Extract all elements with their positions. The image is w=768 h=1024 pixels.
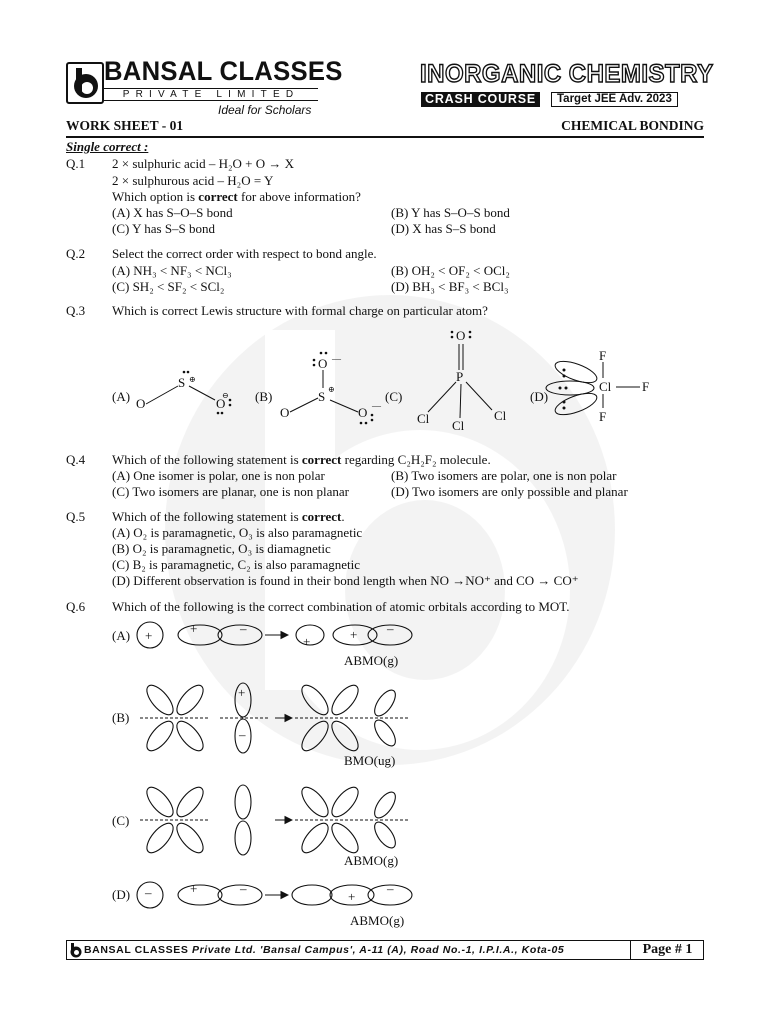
brand-subtitle: PRIVATE LIMITED: [104, 88, 318, 101]
q1-option-d: (D) X has S–S bond: [391, 221, 496, 236]
topic-label: CHEMICAL BONDING: [561, 118, 704, 133]
page-number: Page # 1: [630, 940, 704, 960]
q6-prompt: Which of the following is the correct combination of atomic orbitals according to MOT.: [112, 599, 570, 614]
q5-number: Q.5: [66, 509, 86, 524]
q6-caption-a: ABMO(g): [344, 653, 399, 668]
q3-option-a-label: (A): [112, 389, 131, 404]
q6-caption-c: ABMO(g): [344, 853, 399, 868]
q3-a-sulfur: S: [178, 375, 186, 390]
q3-prompt: Which is correct Lewis structure with formal charge on particular atom?: [112, 303, 488, 318]
q3-b-oxygen-left: O: [280, 405, 290, 420]
q6-caption-d: ABMO(g): [350, 913, 405, 928]
q3-a-oxygen-right: O: [216, 396, 226, 411]
svg-text:⊕: ⊕: [189, 375, 196, 384]
q1-option-b: (B) Y has S–O–S bond: [391, 205, 510, 220]
course-badge: CRASH COURSE: [421, 92, 540, 107]
q3-b-oxygen-right: O: [358, 405, 368, 420]
q6-orbital-diagrams: [100, 615, 430, 935]
q1-option-c: (C) Y has S–S bond: [112, 221, 216, 236]
q5-prompt: Which of the following statement is correct.: [112, 509, 345, 524]
q4-option-d: (D) Two isomers are only possible and planar: [391, 484, 628, 499]
svg-text:–: –: [387, 881, 394, 896]
footer-logo: [68, 942, 82, 958]
q3-c-chlorine-left: Cl: [417, 411, 430, 426]
subject-title: INORGANIC CHEMISTRY: [420, 60, 714, 88]
q1-line2: 2 × sulphurous acid – H₂O = Y: [112, 173, 274, 188]
svg-text:⊕: ⊕: [328, 385, 335, 394]
svg-text:–: –: [240, 621, 247, 636]
svg-text:+: +: [190, 621, 198, 636]
svg-text:⊖: ⊖: [222, 391, 229, 400]
q5-option-b: (B) O₂ is paramagnetic, O₃ is diamagnetic: [112, 541, 331, 556]
svg-text:–: –: [239, 727, 246, 742]
q2-number: Q.2: [66, 246, 86, 261]
q5-option-d: (D) Different observation is found in their bond length when NO →NO⁺ and CO → CO⁺: [112, 573, 579, 588]
q2-option-d: (D) BH₃ < BF₃ < BCl₃: [391, 279, 509, 294]
q1-line1: 2 × sulphuric acid – H₂O + O → X: [112, 156, 295, 171]
q3-c-chlorine-right: Cl: [494, 408, 507, 423]
footer-brand: BANSAL CLASSES: [84, 944, 189, 956]
q2-prompt: Select the correct order with respect to bond angle.: [112, 246, 377, 261]
svg-text:—: —: [332, 354, 341, 364]
q3-b-oxygen-top: O: [318, 356, 328, 371]
q3-option-c-label: (C): [385, 389, 403, 404]
q3-d-chlorine: Cl: [599, 379, 612, 394]
worksheet-label: WORK SHEET - 01: [66, 118, 184, 133]
q3-lewis-structures: [100, 320, 680, 445]
q6-option-a-label: (A): [112, 628, 131, 643]
svg-text:+: +: [190, 881, 198, 896]
q2-option-a: (A) NH₃ < NF₃ < NCl₃: [112, 263, 232, 278]
q2-option-b: (B) OH₂ < OF₂ < OCl₂: [391, 263, 510, 278]
q1-option-a: (A) X has S–O–S bond: [112, 205, 233, 220]
q4-number: Q.4: [66, 452, 86, 467]
header-rule: [66, 136, 704, 138]
svg-text:–: –: [145, 885, 152, 900]
q4-option-c: (C) Two isomers are planar, one is non planar: [112, 484, 349, 499]
svg-text:+: +: [348, 889, 356, 904]
svg-text:+: +: [238, 685, 246, 700]
q3-d-fluorine-right: F: [642, 379, 650, 394]
svg-text:—: —: [372, 401, 381, 411]
brand-name: BANSAL CLASSES: [104, 56, 343, 86]
q6-caption-b: BMO(ug): [344, 753, 396, 768]
q4-prompt: Which of the following statement is correct regarding C₂H₂F₂ molecule.: [112, 452, 491, 467]
q1-prompt: Which option is correct for above information?: [112, 189, 361, 204]
svg-text:+: +: [303, 634, 311, 649]
svg-text:–: –: [387, 621, 394, 636]
brand-logo: [66, 62, 104, 104]
target-badge: Target JEE Adv. 2023: [551, 92, 678, 107]
section-title: Single correct :: [66, 139, 149, 154]
q3-c-phosphorus: P: [456, 369, 464, 384]
footer-text: [84, 944, 564, 956]
q3-option-b-label: (B): [255, 389, 273, 404]
q3-a-oxygen-left: O: [136, 396, 146, 411]
q5-option-a: (A) O₂ is paramagnetic, O₃ is also paramagnetic: [112, 525, 363, 540]
q3-number: Q.3: [66, 303, 86, 318]
footer-address: Private Ltd. 'Bansal Campus', A-11 (A), Road No.-1, I.P.I.A., Kota-05: [192, 944, 565, 956]
q3-b-sulfur: S: [318, 389, 326, 404]
q3-option-d-label: (D): [530, 389, 549, 404]
svg-text:+: +: [350, 627, 358, 642]
svg-text:+: +: [145, 628, 153, 643]
q3-d-fluorine-bottom: F: [599, 409, 607, 424]
q4-option-b: (B) Two isomers are polar, one is non polar: [391, 468, 617, 483]
q6-option-d-label: (D): [112, 887, 131, 902]
q3-d-fluorine-top: F: [599, 348, 607, 363]
q4-option-a: (A) One isomer is polar, one is non polar: [112, 468, 325, 483]
q1-number: Q.1: [66, 156, 86, 171]
q2-option-c: (C) SH₂ < SF₂ < SCl₂: [112, 279, 225, 294]
q3-c-oxygen: O: [456, 328, 466, 343]
q5-option-c: (C) B₂ is paramagnetic, C₂ is also paramagnetic: [112, 557, 361, 572]
q3-c-chlorine-mid: Cl: [452, 418, 465, 433]
q6-number: Q.6: [66, 599, 86, 614]
svg-text:–: –: [240, 881, 247, 896]
brand-tagline: Ideal for Scholars: [218, 103, 312, 117]
q6-option-c-label: (C): [112, 813, 130, 828]
q6-option-b-label: (B): [112, 710, 130, 725]
